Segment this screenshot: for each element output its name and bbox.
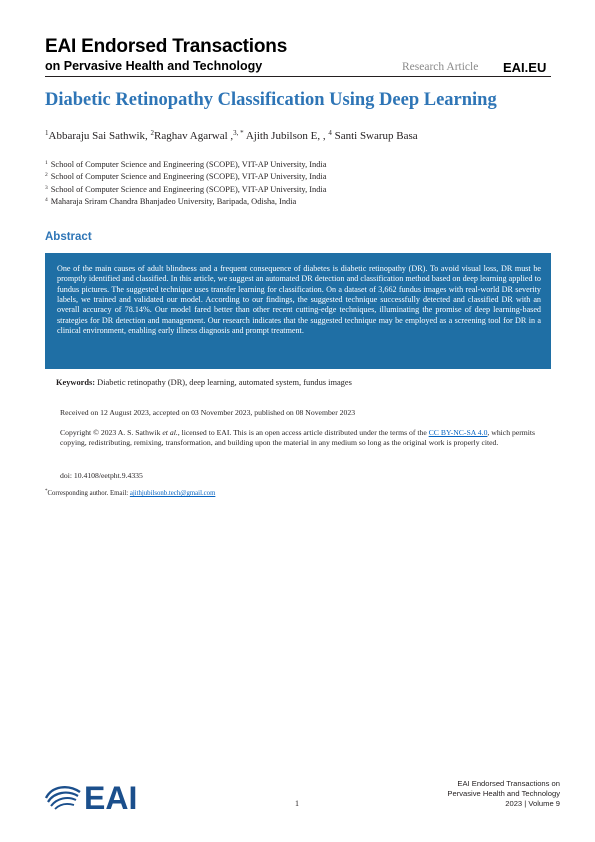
copyright-etal: et al. (162, 428, 178, 437)
keywords-label: Keywords: (56, 378, 96, 387)
keywords (56, 378, 352, 387)
journal-subtitle: on Pervasive Health and Technology (45, 59, 263, 73)
affiliation-item (45, 170, 326, 182)
abstract-heading: Abstract (45, 231, 92, 243)
journal-title: EAI Endorsed Transactions (45, 36, 288, 57)
license-link[interactable]: CC BY-NC-SA 4.0 (428, 428, 488, 437)
affiliation-list (45, 158, 326, 208)
affiliation-sup: 4 (45, 197, 48, 204)
corresponding-label: Corresponding author. Email: (47, 490, 130, 497)
corresponding-sup: * (45, 489, 48, 494)
brand-link[interactable]: EAI.EU (503, 60, 547, 75)
footer-line: EAI Endorsed Transactions on (457, 779, 560, 788)
corresponding-author (45, 489, 215, 497)
abstract-box (45, 253, 551, 369)
author-name: Raghav Agarwal , (154, 130, 234, 142)
footer-line: 2023 | Volume 9 (505, 799, 560, 808)
affiliation-item (45, 195, 326, 207)
doi: doi: 10.4108/eetpht.9.4335 (60, 471, 143, 480)
affiliation-item (45, 183, 326, 195)
affiliation-text: School of Computer Science and Engineering (SCOPE), VIT-AP University, India (50, 184, 327, 194)
paper-title: Diabetic Retinopathy Classification Using Deep Learning (45, 90, 497, 110)
keywords-text: Diabetic retinopathy (DR), deep learning, automated system, fundus images (95, 378, 352, 387)
footer-journal-info (447, 779, 560, 809)
eai-logo-icon (44, 778, 166, 812)
author-sup: 2 (150, 129, 155, 137)
article-type: Research Article (402, 61, 479, 73)
logo-text: EAI (84, 780, 138, 812)
affiliation-sup: 1 (45, 160, 48, 166)
copyright-text: Copyright © 2023 A. S. Sathwik (60, 428, 163, 437)
copyright-text: , licensed to EAI. This is an open access article distributed under the terms of the (177, 428, 429, 437)
affiliation-text: Maharaja Sriram Chandra Bhanjadeo University, Baripada, Odisha, India (50, 197, 297, 207)
author-name: Abbaraju Sai Sathwik, (48, 130, 151, 142)
author-sup: 4 (328, 129, 332, 137)
affiliation-sup: 2 (45, 172, 48, 179)
author-list: $^1$Abbaraju Sai Sathwik, $^2$Raghav Agarwal ,$^{3, *}$ Ajith Jubilson E, , $^4$ Santi Swarup Basa (45, 129, 418, 142)
affiliation-item (45, 158, 326, 170)
affiliation-text: School of Computer Science and Engineering (SCOPE), VIT-AP University, India (50, 172, 327, 182)
author-name: Santi Swarup Basa (331, 130, 418, 142)
copyright-text: , which permits copying, redistributing, remixing, transformation, and building upon the material in any medium so long as the original work is properly cited. (60, 428, 536, 448)
footer-line: Pervasive Health and Technology (447, 789, 560, 798)
affiliation-sup: 3 (45, 184, 48, 191)
author-name: Ajith Jubilson E, (243, 130, 323, 142)
email-link[interactable]: ajithjubilsonb.tech@gmail.com (129, 490, 216, 497)
copyright-notice (60, 428, 545, 448)
author-sup: 3, * (233, 129, 244, 137)
affiliation-text: School of Computer Science and Engineering (SCOPE), VIT-AP University, India (50, 160, 327, 169)
page-number: 1 (295, 799, 299, 808)
author-sup: 1 (45, 129, 49, 137)
abstract-text: One of the main causes of adult blindness and a frequent consequence of diabetes is diabetic retinopathy (DR). To avoid visual loss, DR must be promptly identified and classified. In this article, we suggest an automated DR detection and classification method based on deep learning applied to fundus pictures. The suggested technique uses transfer learning for classification. On a dataset of 3,662 fundus images with real-world DR severity labels, we trained and validated our model. According to our findings, the suggested technique successfully detected and classified DR with an overall accuracy of 78.14%. Our model fared better than other recent cutting-edge techniques, illuminating the promise of deep learning-based strategies for DR detection and management. Our research indicates that the suggested technique may be employed as a screening tool for DR in a clinical environment, enabling early illness diagnosis and prompt treatment. (57, 264, 541, 336)
received-dates: Received on 12 August 2023, accepted on 03 November 2023, published on 08 November 2023 (60, 408, 356, 417)
header-divider (45, 76, 551, 77)
